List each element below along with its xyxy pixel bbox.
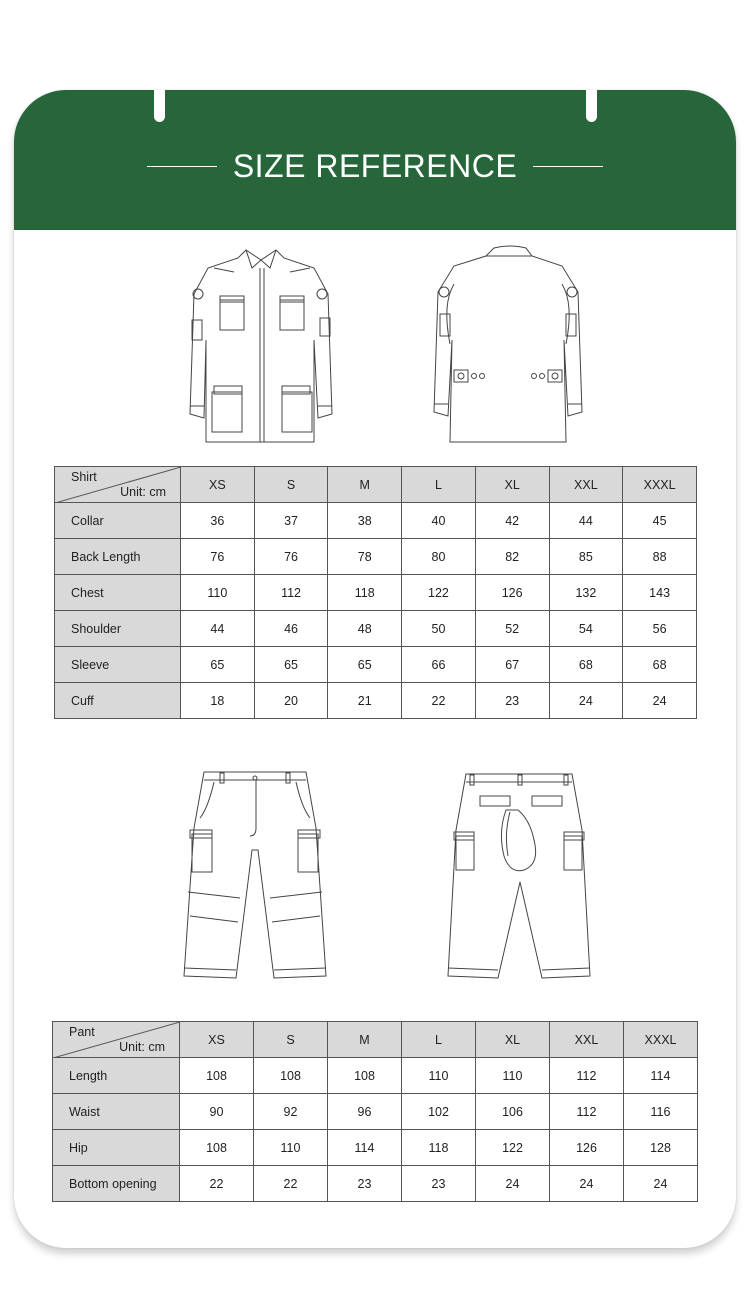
table-cell: 92 [254,1094,328,1130]
table-cell: 116 [624,1094,698,1130]
table-cell: 23 [402,1166,476,1202]
table-cell: 82 [475,539,549,575]
size-header: XL [476,1022,550,1058]
table-cell: 118 [402,1130,476,1166]
table-row [55,611,697,647]
table-cell: 118 [328,575,402,611]
table-cell: 102 [402,1094,476,1130]
table-cell: 24 [623,683,697,719]
table-cell: 96 [328,1094,402,1130]
shirt-back-illustration [432,244,587,446]
table-cell: 24 [476,1166,550,1202]
row-label: Cuff [55,683,181,719]
row-label: Chest [55,575,181,611]
table-cell: 110 [476,1058,550,1094]
size-header: XS [180,1022,254,1058]
hanger-tab-left [154,90,165,122]
table-cell: 68 [549,647,623,683]
table-cell: 50 [402,611,476,647]
table-row [55,503,697,539]
table-row [55,575,697,611]
size-header: XXXL [624,1022,698,1058]
table-cell: 42 [475,503,549,539]
table-row [53,1058,698,1094]
table-row [55,539,697,575]
table-cell: 21 [328,683,402,719]
table-cell: 65 [328,647,402,683]
table-cell: 128 [624,1130,698,1166]
table-cell: 24 [624,1166,698,1202]
size-header: S [254,1022,328,1058]
table-cell: 65 [181,647,255,683]
row-label: Sleeve [55,647,181,683]
table-cell: 126 [475,575,549,611]
table-cell: 40 [402,503,476,539]
table-cell: 22 [180,1166,254,1202]
row-label: Waist [53,1094,180,1130]
size-header: XL [475,467,549,503]
table-cell: 22 [254,1166,328,1202]
table-corner [55,467,181,503]
size-header: S [254,467,328,503]
corner-label-unit: Unit: cm [120,485,166,499]
corner-label-unit: Unit: cm [119,1040,165,1054]
hanger-tab-right [586,90,597,122]
table-cell: 24 [550,1166,624,1202]
table-cell: 143 [623,575,697,611]
table-cell: 112 [254,575,328,611]
table-row [53,1130,698,1166]
size-header: L [402,467,476,503]
table-cell: 110 [254,1130,328,1166]
table-cell: 106 [476,1094,550,1130]
table-cell: 78 [328,539,402,575]
title-rule-right [533,166,603,167]
table-cell: 46 [254,611,328,647]
table-cell: 68 [623,647,697,683]
table-cell: 76 [181,539,255,575]
table-cell: 48 [328,611,402,647]
table-cell: 114 [328,1130,402,1166]
table-cell: 54 [549,611,623,647]
table-cell: 108 [180,1130,254,1166]
table-cell: 52 [475,611,549,647]
size-header: XXXL [623,467,697,503]
table-cell: 37 [254,503,328,539]
table-cell: 67 [475,647,549,683]
table-cell: 36 [181,503,255,539]
corner-label-item: Shirt [71,470,97,484]
size-header: XXL [550,1022,624,1058]
table-cell: 85 [549,539,623,575]
pants-back-illustration [444,770,594,982]
size-header: XS [181,467,255,503]
row-label: Collar [55,503,181,539]
row-label: Back Length [55,539,181,575]
table-cell: 23 [475,683,549,719]
table-cell: 132 [549,575,623,611]
row-label: Shoulder [55,611,181,647]
table-cell: 45 [623,503,697,539]
table-corner [53,1022,180,1058]
size-header: XXL [549,467,623,503]
pant-size-table [52,1021,698,1202]
corner-label-item: Pant [69,1025,95,1039]
table-cell: 18 [181,683,255,719]
table-cell: 20 [254,683,328,719]
table-cell: 56 [623,611,697,647]
table-cell: 44 [181,611,255,647]
title-rule-left [147,166,217,167]
row-label: Bottom opening [53,1166,180,1202]
table-cell: 108 [180,1058,254,1094]
table-cell: 90 [180,1094,254,1130]
table-cell: 122 [476,1130,550,1166]
table-cell: 114 [624,1058,698,1094]
table-cell: 38 [328,503,402,539]
row-label: Length [53,1058,180,1094]
size-header: M [328,1022,402,1058]
table-row [53,1094,698,1130]
table-row [55,683,697,719]
table-cell: 108 [254,1058,328,1094]
pants-front-illustration [180,768,330,980]
table-row [55,647,697,683]
table-cell: 126 [550,1130,624,1166]
table-cell: 110 [181,575,255,611]
table-header-row [53,1022,698,1058]
table-cell: 66 [402,647,476,683]
table-cell: 44 [549,503,623,539]
size-header: L [402,1022,476,1058]
table-header-row [55,467,697,503]
table-cell: 22 [402,683,476,719]
table-cell: 24 [549,683,623,719]
table-cell: 110 [402,1058,476,1094]
size-header: M [328,467,402,503]
table-cell: 88 [623,539,697,575]
table-cell: 23 [328,1166,402,1202]
table-cell: 108 [328,1058,402,1094]
shirt-size-table [54,466,697,719]
table-row [53,1166,698,1202]
row-label: Hip [53,1130,180,1166]
table-cell: 122 [402,575,476,611]
table-cell: 65 [254,647,328,683]
page-title: SIZE REFERENCE [232,147,518,184]
shirt-front-illustration [186,246,336,446]
table-cell: 76 [254,539,328,575]
table-cell: 112 [550,1058,624,1094]
title-row [0,144,750,188]
table-cell: 112 [550,1094,624,1130]
table-cell: 80 [402,539,476,575]
